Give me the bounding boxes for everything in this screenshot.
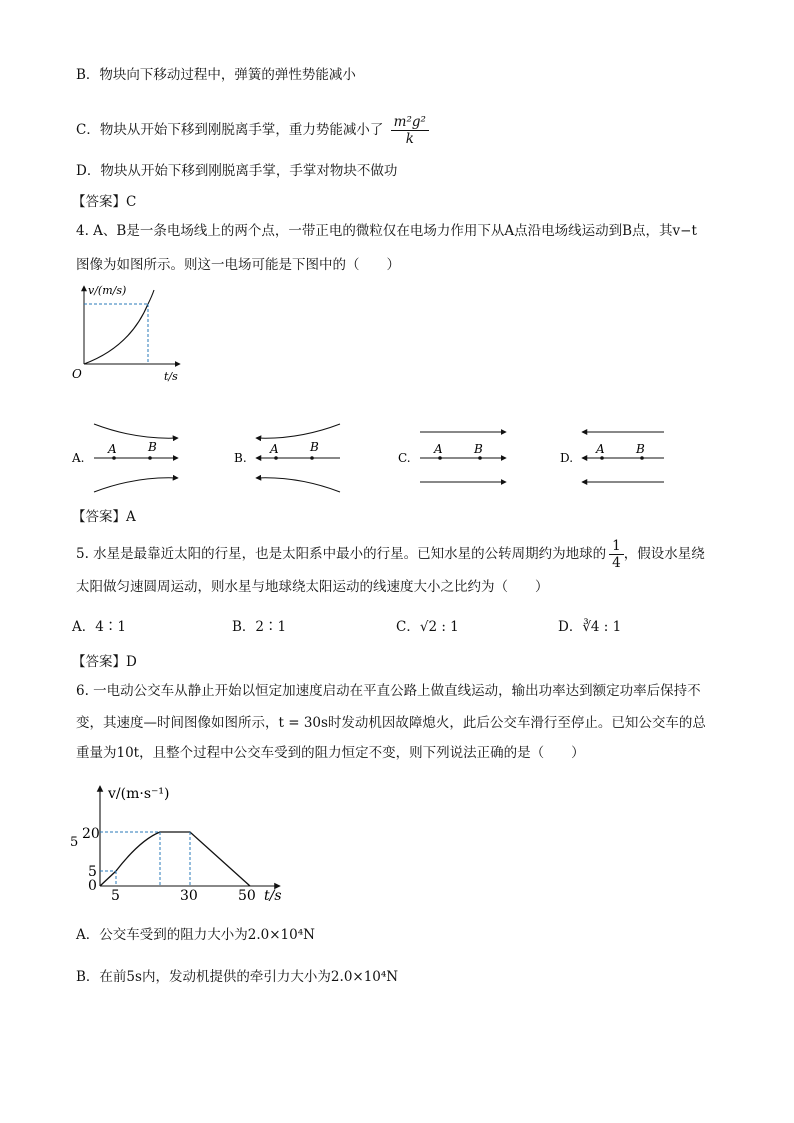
q6-ytick-0: 0 [88, 878, 97, 894]
point-b [478, 456, 482, 460]
point-a-label: A [434, 442, 443, 456]
point-a-label: A [596, 442, 605, 456]
q4-option-a-label: A. [72, 451, 85, 465]
q6-option-b: B．在前5s内，发动机提供的牵引力大小为2.0×10⁴N [76, 969, 399, 985]
field-line-top [256, 424, 340, 438]
q6-xtick-30: 30 [180, 888, 198, 904]
q5-option-d-value: ∛4 : 1 [582, 619, 622, 635]
point-a [112, 456, 116, 460]
point-a-label: A [108, 442, 117, 456]
q5-option-c [396, 615, 459, 635]
q5-option-a: A．4∶1 [72, 619, 126, 635]
q4-graph-origin: O [72, 367, 82, 381]
point-b-label: B [148, 440, 157, 454]
point-a [274, 456, 278, 460]
q3-option-d: D．物块从开始下移到刚脱离手掌，手掌对物块不做功 [76, 163, 398, 179]
q3-option-c-denominator: k [405, 131, 414, 147]
field-line-top [94, 424, 178, 438]
q4-vt-graph [70, 282, 200, 392]
q4-option-c-field [396, 418, 516, 498]
point-a-label: A [270, 442, 279, 456]
field-line-bottom [94, 478, 178, 492]
point-b [640, 456, 644, 460]
q3-option-c [76, 114, 429, 147]
q6-xtick-5: 5 [111, 888, 120, 904]
q5-stem-line-2: 太阳做匀速圆周运动，则水星与地球绕太阳运动的线速度大小之比约为（ ） [76, 579, 549, 595]
q5-option-c-value: √2 : 1 [419, 619, 459, 635]
q3-option-c-numerator: m²g² [391, 114, 429, 131]
q5-fraction-numerator: 1 [609, 538, 624, 555]
point-b-label: B [474, 442, 483, 456]
q5-answer: 【答案】D [72, 654, 137, 670]
q6-stem-line-2: 变，其速度—时间图像如图所示，t = 30s时发动机因故障熄火，此后公交车滑行至停止。已知公交车的总 [76, 715, 706, 731]
q4-vt-curve [84, 290, 154, 364]
q5-option-d-label: D． [558, 619, 583, 635]
point-a [438, 456, 442, 460]
q4-option-d-field [558, 418, 678, 498]
q6-ytick-5: 5 [88, 864, 97, 880]
q3-option-c-fraction [391, 114, 429, 147]
point-b [148, 456, 152, 460]
point-b-label: B [636, 442, 645, 456]
q6-graph-ylabel: v/(m·s⁻¹) [108, 786, 170, 802]
q5-stem-line-1 [76, 538, 705, 571]
q4-answer: 【答案】A [72, 509, 136, 525]
q4-option-b-field [232, 418, 342, 498]
q5-option-d [558, 615, 621, 635]
q6-vt-curve [100, 832, 250, 886]
point-b [310, 456, 314, 460]
q4-option-a-field [70, 418, 180, 498]
q5-stem-pre: 5. 水星是最靠近太阳的行星，也是太阳系中最小的行星。已知水星的公转周期约为地球的 [76, 546, 607, 562]
q6-option-a: A．公交车受到的阻力大小为2.0×10⁴N [76, 927, 315, 943]
q6-y-side-label: 5 [70, 835, 79, 850]
q4-stem-line-2: 图像为如图所示。则这一电场可能是下图中的（ ） [76, 257, 400, 273]
q5-fraction-denominator: 4 [612, 555, 621, 571]
field-line-bottom [256, 478, 340, 492]
q4-graph-ylabel: v/(m/s) [88, 284, 127, 297]
q3-option-b: B．物块向下移动过程中，弹簧的弹性势能减小 [76, 67, 356, 83]
q4-option-d-label: D. [560, 451, 574, 465]
q3-option-c-text: C．物块从开始下移到刚脱离手掌，重力势能减小了 [76, 122, 384, 138]
q4-stem-line-1: 4. A、B是一条电场线上的两个点，一带正电的微粒仅在电场力作用下从A点沿电场线运动到B点，其v−t [76, 223, 697, 239]
q5-stem-post: ，假设水星绕 [623, 546, 705, 562]
q6-xtick-50: 50 [238, 888, 256, 904]
q4-option-c-label: C. [398, 451, 411, 465]
q3-answer: 【答案】C [72, 194, 137, 210]
q6-vt-graph [70, 782, 300, 902]
q5-option-c-label: C． [396, 619, 420, 635]
point-b-label: B [310, 440, 319, 454]
q6-stem-line-1: 6. 一电动公交车从静止开始以恒定加速度启动在平直公路上做直线运动，输出功率达到额定功率后保持不 [76, 683, 701, 699]
point-a [600, 456, 604, 460]
q6-stem-line-3: 重量为10t，且整个过程中公交车受到的阻力恒定不变，则下列说法正确的是（ ） [76, 745, 585, 761]
q5-fraction [609, 538, 624, 571]
q5-option-b: B．2∶1 [232, 619, 287, 635]
q6-ytick-20: 20 [82, 826, 100, 842]
q4-option-b-label: B. [234, 451, 247, 465]
q4-graph-xlabel: t/s [164, 370, 178, 383]
q6-graph-xlabel: t/s [264, 888, 282, 904]
